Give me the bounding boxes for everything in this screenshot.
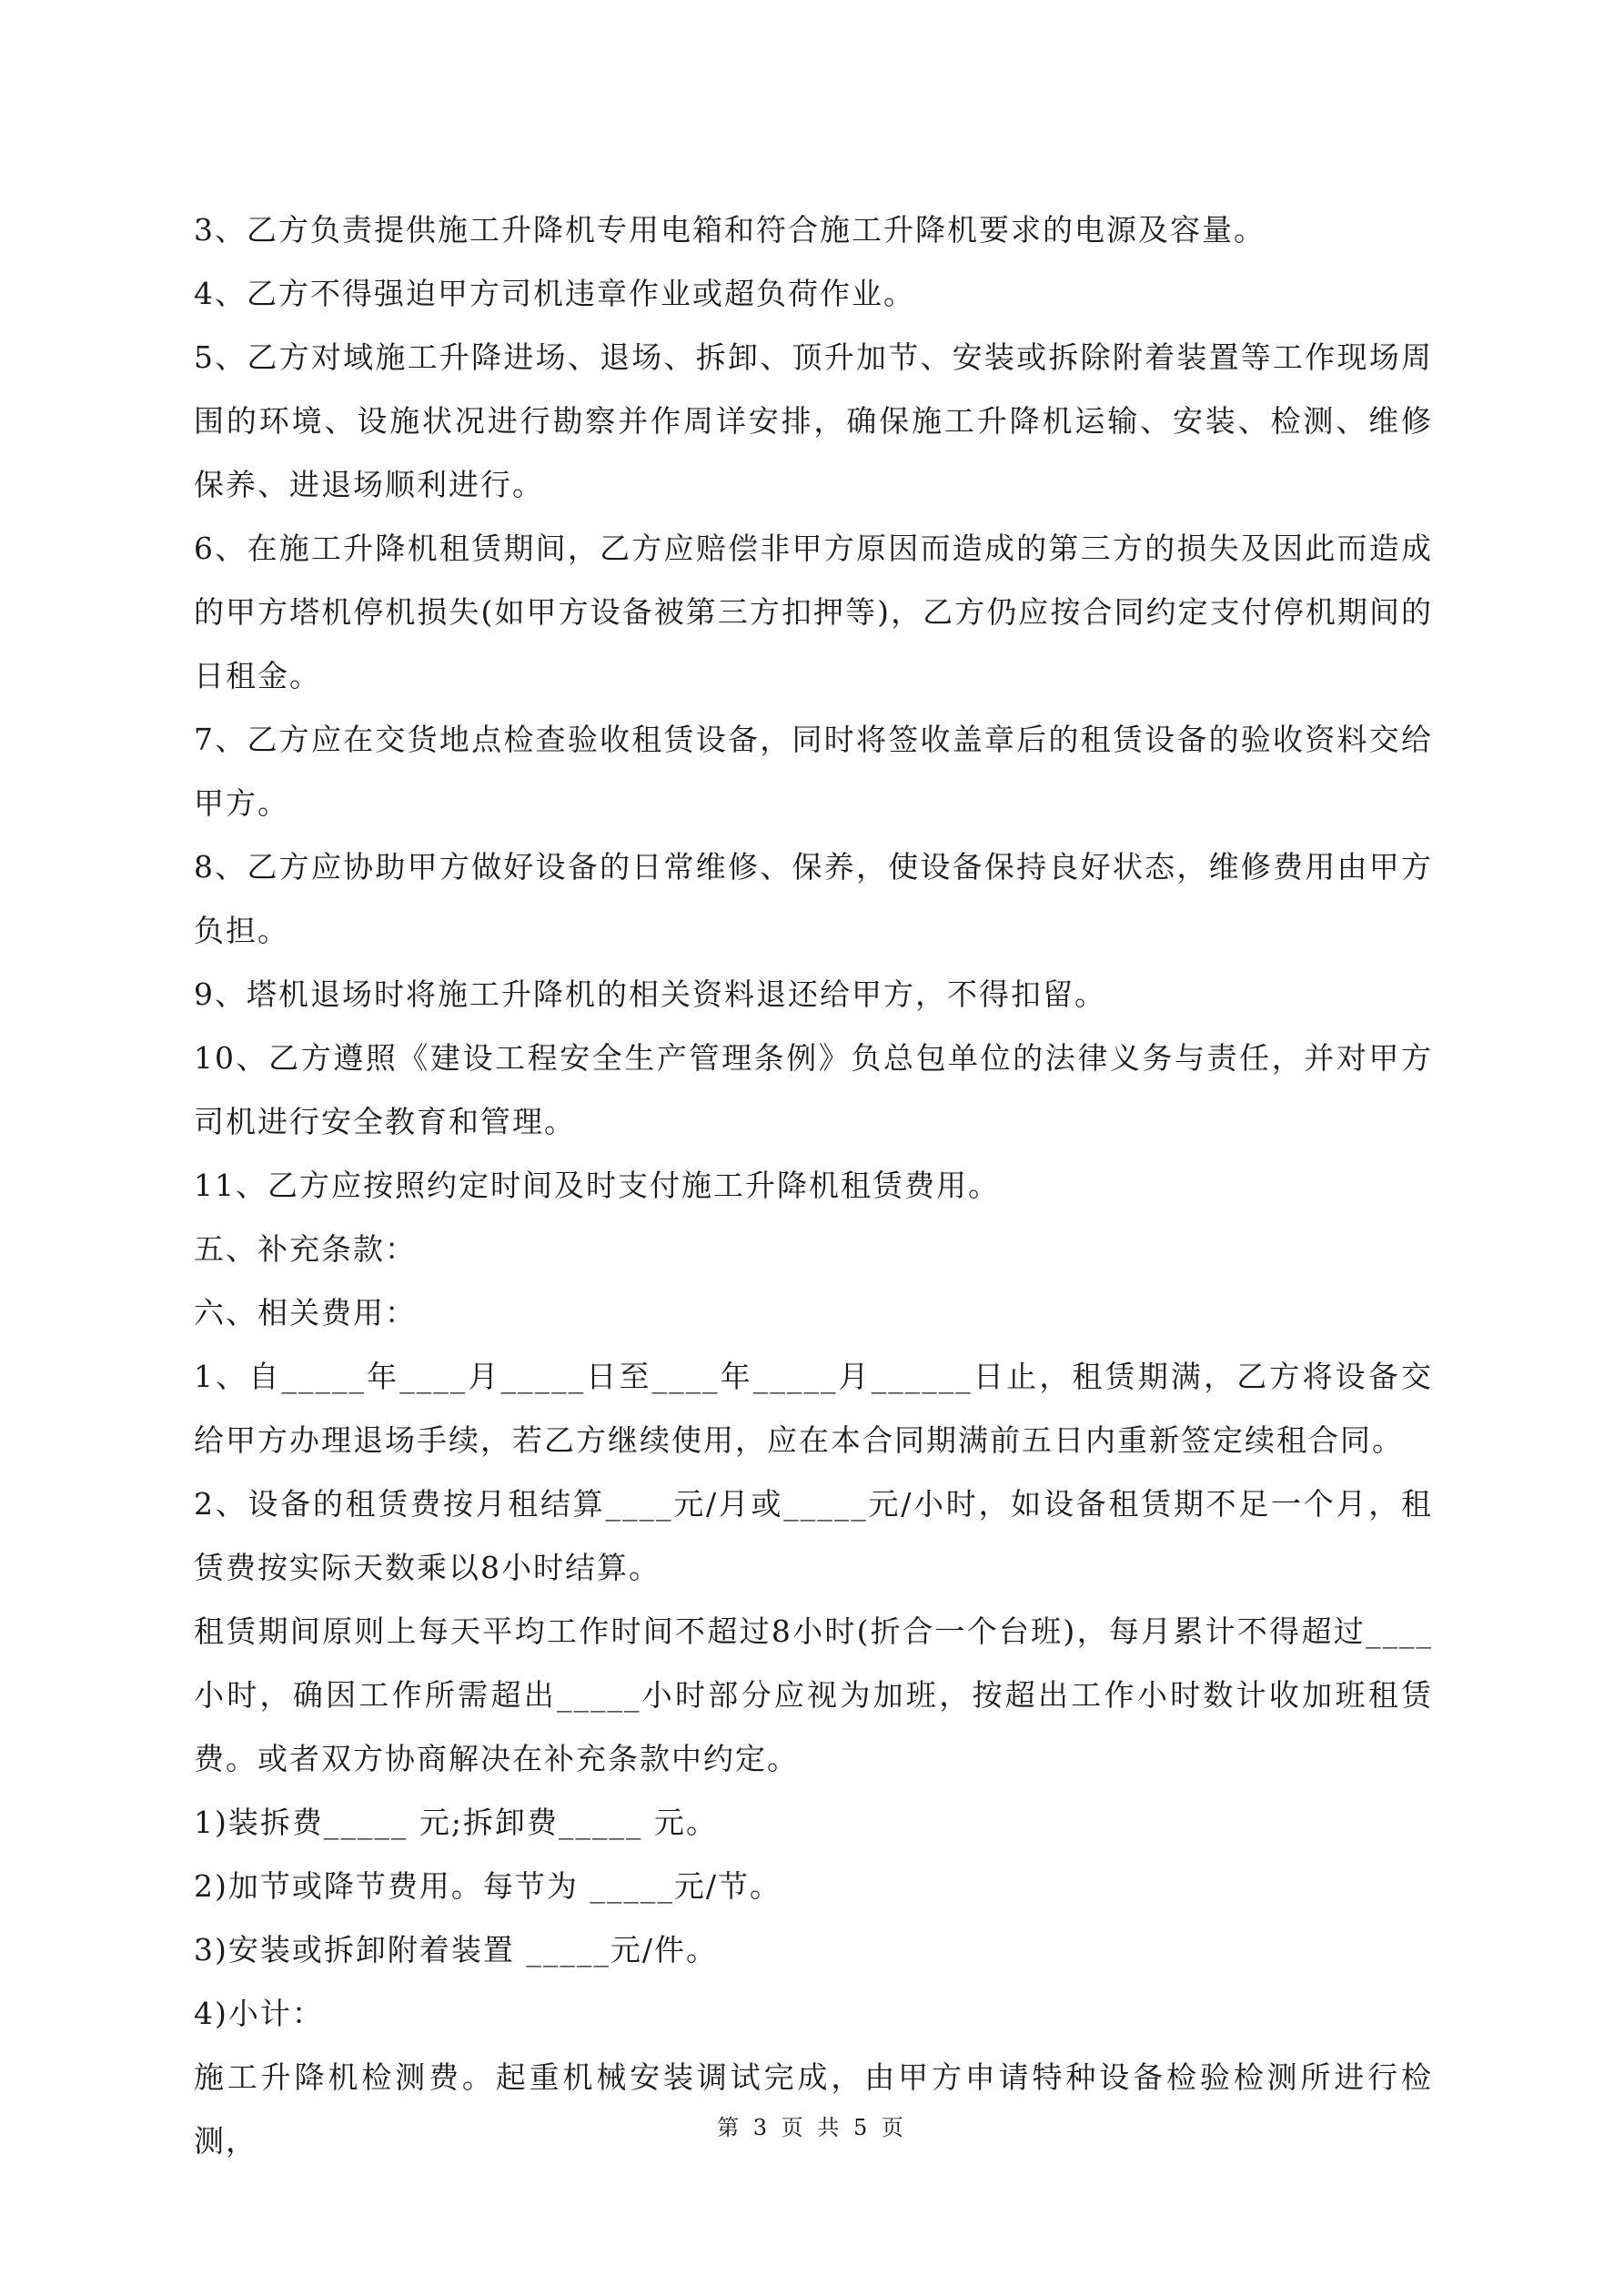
clause-11: 11、乙方应按照约定时间及时支付施工升降机租赁费用。 <box>194 1168 1000 1203</box>
clause-3: 3、乙方负责提供施工升降机专用电箱和符合施工升降机要求的电源及容量。 <box>194 212 1266 248</box>
clause-6: 6、在施工升降机租赁期间，乙方应赔偿非甲方原因而造成的第三方的损失及因此而造成的甲方塔机停机损失(如甲方设备被第三方扣押等)，乙方仍应按合同约定支付停机期间的日租金。 <box>194 531 1433 693</box>
page-footer: 第 3 页 共 5 页 <box>717 2115 907 2140</box>
fee-item-2-rental-rate: 2、设备的租赁费按月租结算____元/月或_____元/小时，如设备租赁期不足一个月，租赁费按实际天数乘以8小时结算。 <box>194 1486 1433 1585</box>
sub-item-2-section-fee: 2)加节或降节费用。每节为 _____元/节。 <box>194 1868 782 1904</box>
clause-5: 5、乙方对域施工升降进场、退场、拆卸、顶升加节、安装或拆除附着装置等工作现场周围的环境、设施状况进行勘察并作周详安排，确保施工升降机运输、安装、检测、维修保养、进退场顺利进行。 <box>194 339 1433 502</box>
clause-8: 8、乙方应协助甲方做好设备的日常维修、保养，使设备保持良好状态，维修费用由甲方负担。 <box>194 849 1433 948</box>
clause-10: 10、乙方遵照《建设工程安全生产管理条例》负总包单位的法律义务与责任，并对甲方司机进行安全教育和管理。 <box>194 1040 1433 1139</box>
contract-body <box>194 198 1433 2173</box>
section-heading-fees: 六、相关费用： <box>194 1295 417 1330</box>
inspection-fee-paragraph: 施工升降机检测费。起重机械安装调试完成，由甲方申请特种设备检验检测所进行检测， <box>194 2059 1433 2159</box>
clause-9: 9、塔机退场时将施工升降机的相关资料退还给甲方，不得扣留。 <box>194 976 1106 1012</box>
sub-item-1-install-fee: 1)装拆费_____ 元;拆卸费_____ 元。 <box>194 1805 718 1840</box>
sub-item-4-subtotal: 4)小计： <box>194 1996 324 2031</box>
section-heading-supplementary: 五、补充条款： <box>194 1231 417 1267</box>
fee-item-1-lease-period: 1、自_____年____月_____日至____年_____月______日止，租赁期满，乙方将设备交给甲方办理退场手续，若乙方继续使用，应在本合同期满前五日内重新签定续租合同。 <box>194 1359 1433 1458</box>
clause-4: 4、乙方不得强迫甲方司机违章作业或超负荷作业。 <box>194 276 915 311</box>
working-hours-paragraph: 租赁期间原则上每天平均工作时间不超过8小时(折合一个台班)，每月累计不得超过____小时，确因工作所需超出_____小时部分应视为加班，按超出工作小时数计收加班租赁费。或者双方协商解决在补充条款中约定。 <box>194 1613 1433 1776</box>
sub-item-3-attachment-fee: 3)安装或拆卸附着装置 _____元/件。 <box>194 1932 718 1967</box>
clause-7: 7、乙方应在交货地点检查验收租赁设备，同时将签收盖章后的租赁设备的验收资料交给甲方。 <box>194 722 1433 821</box>
